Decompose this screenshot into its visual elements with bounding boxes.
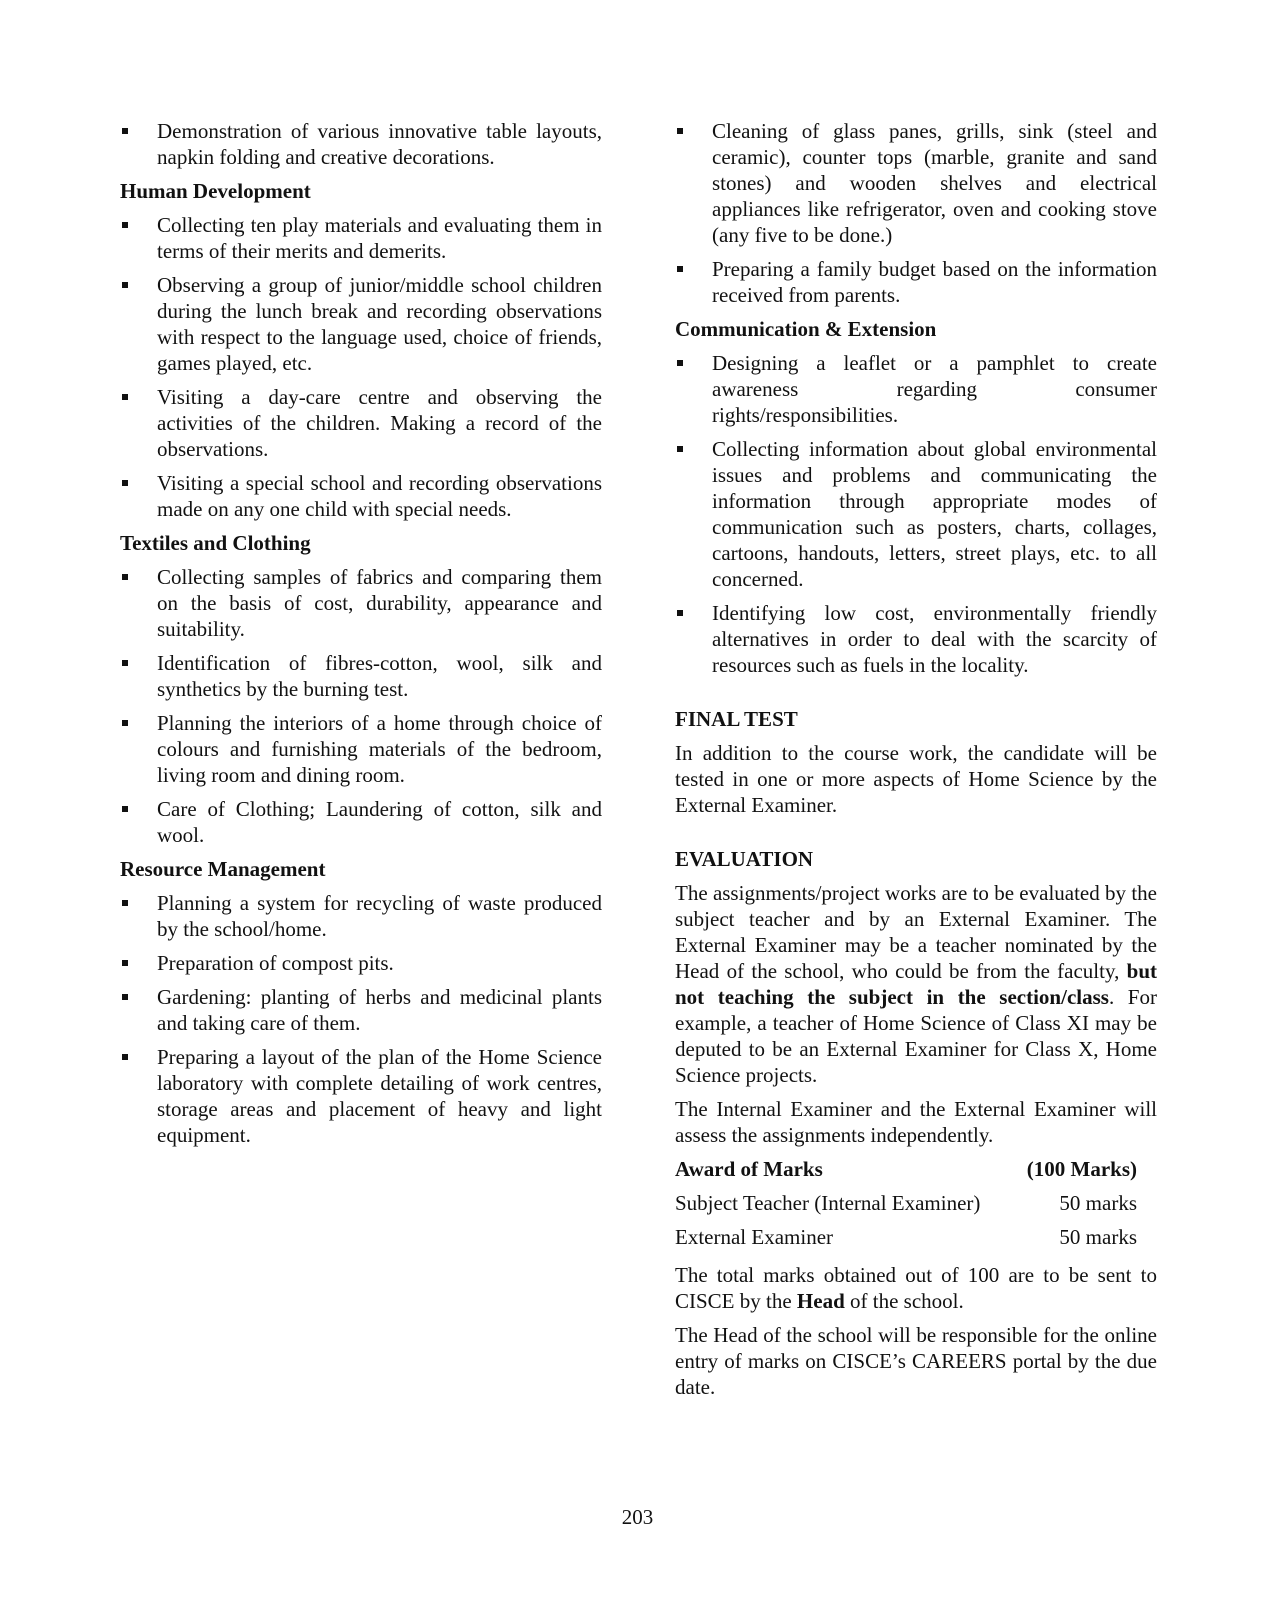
list-item: Collecting samples of fabrics and comparing them on the basis of cost, durability, appearance and suitability. bbox=[120, 564, 602, 642]
award-of-marks-table bbox=[675, 1156, 1137, 1258]
award-label: Award of Marks bbox=[675, 1157, 823, 1181]
section-heading-evaluation: EVALUATION bbox=[675, 847, 814, 871]
evaluation-text: The total marks obtained out of 100 are to be sent to CISCE by the bbox=[675, 1263, 1157, 1313]
evaluation-paragraph-4: The Head of the school will be responsible for the online entry of marks on CISCE’s CAREERS portal by the due date. bbox=[675, 1323, 1157, 1399]
examiner-marks: 50 marks bbox=[1059, 1191, 1137, 1215]
list-item: Demonstration of various innovative table layouts, napkin folding and creative decorations. bbox=[120, 118, 602, 170]
list-item: Collecting information about global environmental issues and problems and communicating the information through appropriate modes of communication such as posters, charts, collages, cartoons, handouts, letters, street plays, etc. to all concerned. bbox=[675, 436, 1157, 592]
list-item: Designing a leaflet or a pamphlet to create awareness regarding consumer rights/responsibilities. bbox=[675, 350, 1157, 428]
table-row bbox=[675, 1224, 1137, 1258]
list-item: Identification of fibres-cotton, wool, silk and synthetics by the burning test. bbox=[120, 650, 602, 702]
examiner-marks: 50 marks bbox=[1059, 1225, 1137, 1249]
evaluation-emphasis: Head bbox=[796, 1289, 845, 1313]
list-item: Identifying low cost, environmentally friendly alternatives in order to deal with the scarcity of resources such as fuels in the locality. bbox=[675, 600, 1157, 678]
list-item: Visiting a day-care centre and observing the activities of the children. Making a record of the observations. bbox=[120, 384, 602, 462]
evaluation-paragraph-3 bbox=[675, 1262, 1157, 1314]
evaluation-text: . For example, a teacher of Home Science of Class XI may be deputed to be an External Examiner for Class X, Home Science projects. bbox=[675, 985, 1157, 1087]
list-item: Cleaning of glass panes, grills, sink (steel and ceramic), counter tops (marble, granite and sand stones) and wooden shelves and electrical appliances like refrigerator, oven and cooking stove (any five to be done.) bbox=[675, 118, 1157, 248]
textiles-list bbox=[120, 564, 602, 848]
list-item: Care of Clothing; Laundering of cotton, silk and wool. bbox=[120, 796, 602, 848]
examiner-name: Subject Teacher (Internal Examiner) bbox=[675, 1191, 981, 1215]
award-total: (100 Marks) bbox=[1026, 1157, 1137, 1181]
evaluation-text: of the school. bbox=[844, 1289, 964, 1313]
list-item: Planning the interiors of a home through choice of colours and furnishing materials of the bedroom, living room and dining room. bbox=[120, 710, 602, 788]
resource-management-list bbox=[120, 890, 602, 1148]
communication-list bbox=[675, 350, 1157, 678]
list-item: Preparation of compost pits. bbox=[120, 950, 602, 976]
list-item: Preparing a family budget based on the information received from parents. bbox=[675, 256, 1157, 308]
intro-list-right bbox=[675, 118, 1157, 308]
right-column bbox=[675, 118, 1157, 1408]
section-heading-final-test: FINAL TEST bbox=[675, 707, 798, 731]
section-heading-resource-management: Resource Management bbox=[120, 857, 326, 881]
evaluation-text: The assignments/project works are to be evaluated by the subject teacher and by an External Examiner. The External Examiner may be a teacher nominated by the Head of the school, who could be from the faculty, bbox=[675, 881, 1157, 983]
final-test-text: In addition to the course work, the candidate will be tested in one or more aspects of Home Science by the External Examiner. bbox=[675, 741, 1157, 817]
list-item: Visiting a special school and recording observations made on any one child with special needs. bbox=[120, 470, 602, 522]
evaluation-paragraph-2: The Internal Examiner and the External Examiner will assess the assignments independently. bbox=[675, 1097, 1157, 1147]
evaluation-paragraph-1 bbox=[675, 880, 1157, 1088]
award-header-row bbox=[675, 1156, 1137, 1190]
section-heading-communication: Communication & Extension bbox=[675, 317, 937, 341]
list-item: Observing a group of junior/middle school children during the lunch break and recording observations with respect to the language used, choice of friends, games played, etc. bbox=[120, 272, 602, 376]
list-item: Gardening: planting of herbs and medicinal plants and taking care of them. bbox=[120, 984, 602, 1036]
intro-list-left bbox=[120, 118, 602, 170]
list-item: Preparing a layout of the plan of the Home Science laboratory with complete detailing of work centres, storage areas and placement of heavy and light equipment. bbox=[120, 1044, 602, 1148]
section-heading-textiles: Textiles and Clothing bbox=[120, 531, 311, 555]
table-row bbox=[675, 1190, 1137, 1224]
evaluation-emphasis: but not teaching the subject in the section/class bbox=[675, 959, 1157, 1009]
left-column bbox=[120, 118, 602, 1156]
human-development-list bbox=[120, 212, 602, 522]
examiner-name: External Examiner bbox=[675, 1225, 834, 1249]
section-heading-human-development: Human Development bbox=[120, 179, 311, 203]
list-item: Collecting ten play materials and evaluating them in terms of their merits and demerits. bbox=[120, 212, 602, 264]
page-number: 203 bbox=[621, 1505, 654, 1529]
list-item: Planning a system for recycling of waste produced by the school/home. bbox=[120, 890, 602, 942]
